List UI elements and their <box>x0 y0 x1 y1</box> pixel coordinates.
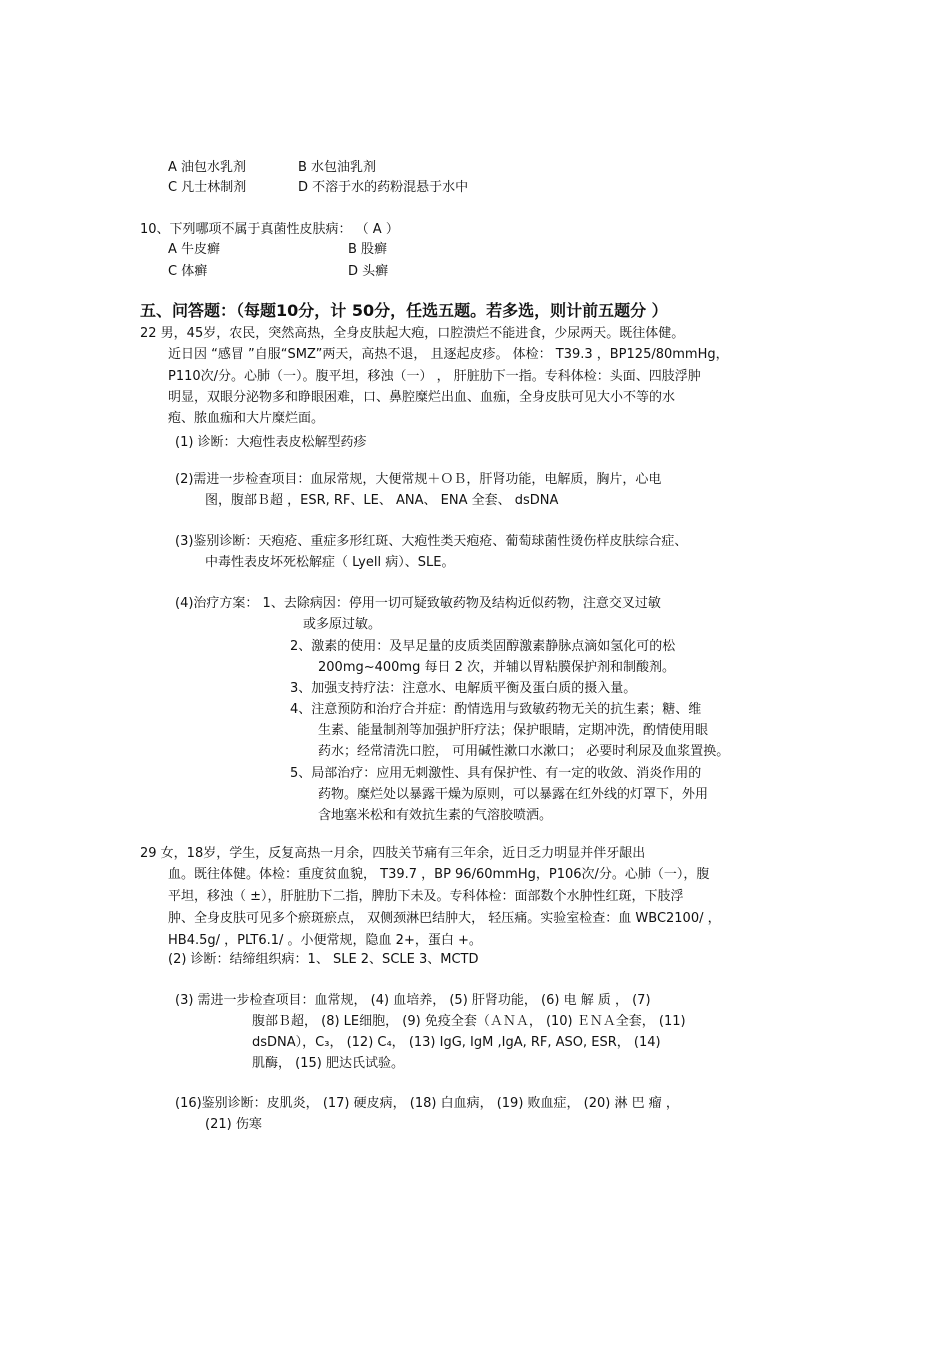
q10-options-row2 <box>168 264 388 280</box>
q10-option-a: A 牛皮癣 <box>168 242 221 257</box>
case22-diagnosis: (1) 诊断：大疱性表皮松解型药疹 <box>175 435 367 450</box>
case29-line2: 血。既往体健。体检：重度贫血貌， T39.7 ，BP 96/60mmHg，P106次/分。心肺（一），腹 <box>168 867 710 882</box>
case22-line2: 近日因 “感冒 ”自服“SMZ”两天，高热不退， 且逐起皮疹。 体检： T39.3 ，BP125/80mmHg， <box>168 347 729 362</box>
case22-treatment-line7: 生素、能量制剂等加强护肝疗法；保护眼睛，定期冲洗，酌情使用眼 <box>318 723 709 738</box>
case29-differential-line2: (21) 伤寒 <box>205 1117 262 1132</box>
q9-option-b: B 水包油乳剂 <box>298 160 377 175</box>
case29-line5: HB4.5g/ ，PLT6.1/ 。小便常规，隐血 2+，蛋白 +。 <box>168 933 482 948</box>
case22-treatment-line2: 或多原过敏。 <box>303 617 382 632</box>
case22-line1: 22 男，45岁，农民，突然高热，全身皮肤起大疱，口腔溃烂不能进食，少尿两天。既往体健。 <box>140 326 685 341</box>
q9-option-a: A 油包水乳剂 <box>168 160 247 175</box>
q9-option-c: C 凡士林制剂 <box>168 180 247 195</box>
case22-line3: P110次/分。心肺（一）。腹平坦，移浊（一） ， 肝脏肋下一指。专科体检：头面、四肢浮肿 <box>168 369 701 384</box>
case29-exam-line1: (3) 需进一步检查项目：血常规， (4) 血培养， (5) 肝肾功能， (6) 电 解 质 ， (7) <box>175 993 651 1008</box>
case22-treatment-line4: 200mg~400mg 每日 2 次，并辅以胃粘膜保护剂和制酸剂。 <box>318 660 676 675</box>
q10-stem: 10、下列哪项不属于真菌性皮肤病： （ A ） <box>140 222 399 237</box>
case22-treatment-line10: 药物。糜烂处以暴露干燥为原则，可以暴露在红外线的灯罩下，外用 <box>318 787 709 802</box>
case29-line4: 肿、全身皮肤可见多个瘀斑瘀点， 双侧颈淋巴结肿大， 轻压痛。实验室检查：血 WBC2100/ ， <box>168 911 721 926</box>
section5-title: 五、问答题：（每题10分，计 50分，任选五题。若多选，则计前五题分 ） <box>140 301 668 320</box>
case22-line4: 明显，双眼分泌物多和睁眼困难，口、鼻腔糜烂出血、血痂，全身皮肤可见大小不等的水 <box>168 390 676 405</box>
q9-options-row2 <box>168 180 468 196</box>
case22-treatment-line6: 4、注意预防和治疗合并症：酌情选用与致敏药物无关的抗生素；糖、维 <box>290 702 702 717</box>
q10-option-c: C 体癣 <box>168 264 208 279</box>
case22-treatment-line11: 含地塞米松和有效抗生素的气溶胶喷洒。 <box>318 808 553 823</box>
case29-line3: 平坦，移浊（ ±），肝脏肋下二指，脾肋下未及。专科体检：面部数个水肿性红斑，下肢浮 <box>168 889 684 904</box>
case29-exam-line3: dsDNA），C₃， (12) C₄， (13) IgG, IgM ,IgA, RF, ASO, ESR， (14) <box>252 1035 661 1050</box>
case22-treatment-line3: 2、激素的使用：及早足量的皮质类固醇激素静脉点滴如氢化可的松 <box>290 639 676 654</box>
q10-option-b: B 股癣 <box>348 242 388 257</box>
case29-exam-line2: 腹部Ｂ超， (8) LE细胞， (9) 免疫全套（ＡＮＡ， (10) ＥＮＡ全套， (11) <box>252 1014 686 1029</box>
case29-diagnosis: (2) 诊断：结缔组织病：1、 SLE 2、SCLE 3、MCTD <box>168 952 479 967</box>
case22-exam-line1: (2)需进一步检查项目：血尿常规，大便常规＋ＯＢ，肝肾功能，电解质，胸片，心电 <box>175 472 662 487</box>
case22-exam-line2: 图，腹部Ｂ超 ，ESR, RF、LE、 ANA、 ENA 全套、 dsDNA <box>205 493 559 508</box>
q10-options-row1 <box>168 242 387 258</box>
case22-line5: 疱、脓血痂和大片糜烂面。 <box>168 411 325 426</box>
case22-treatment-line1: (4)治疗方案： 1、去除病因：停用一切可疑致敏药物及结构近似药物，注意交叉过敏 <box>175 596 661 611</box>
case29-line1: 29 女，18岁，学生，反复高热一月余，四肢关节痛有三年余，近日乏力明显并伴牙龈出 <box>140 846 646 861</box>
case22-treatment-line5: 3、加强支持疗法：注意水、电解质平衡及蛋白质的摄入量。 <box>290 681 637 696</box>
case29-differential-line1: (16)鉴别诊断：皮肌炎， (17) 硬皮病， (18) 白血病， (19) 败血症， (20) 淋 巴 瘤 ， <box>175 1096 679 1111</box>
q10-option-d: D 头癣 <box>348 264 389 279</box>
q9-options-row1 <box>168 160 376 176</box>
case22-differential-line1: (3)鉴别诊断：天疱疮、重症多形红斑、大疱性类天疱疮、葡萄球菌性烫伤样皮肤综合症、 <box>175 534 688 549</box>
case22-differential-line2: 中毒性表皮坏死松解症（ Lyell 病）、SLE。 <box>205 555 455 570</box>
case29-exam-line4: 肌酶， (15) 肥达氏试验。 <box>252 1056 404 1071</box>
q9-option-d: D 不溶于水的药粉混悬于水中 <box>298 180 469 195</box>
case22-treatment-line8: 药水；经常清洗口腔， 可用碱性漱口水漱口； 必要时利尿及血浆置换。 <box>318 744 730 759</box>
case22-treatment-line9: 5、局部治疗：应用无刺激性、具有保护性、有一定的收敛、消炎作用的 <box>290 766 702 781</box>
